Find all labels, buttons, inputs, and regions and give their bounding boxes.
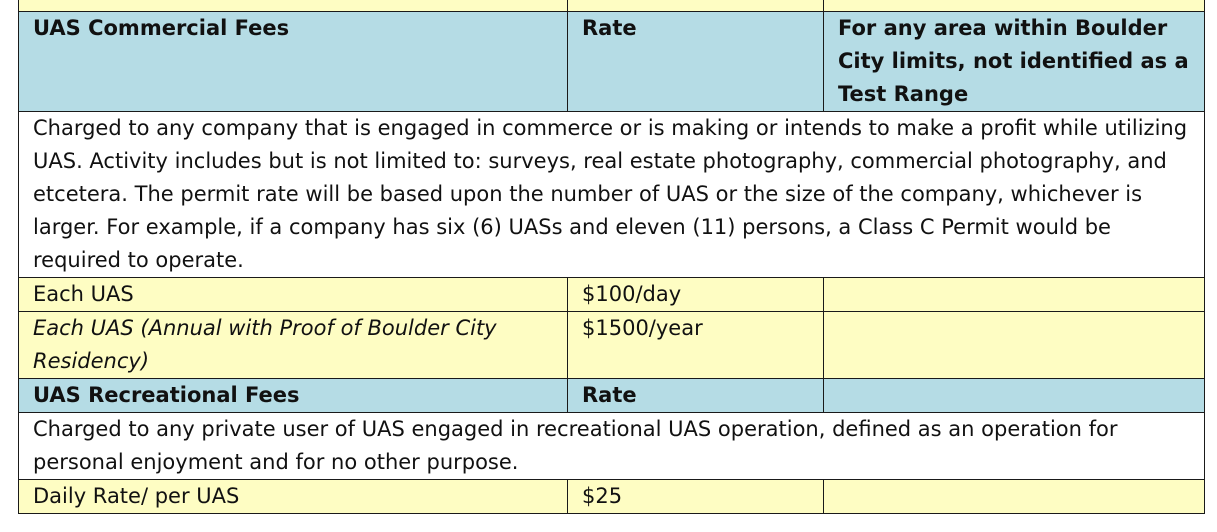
table-row: [19, 480, 1205, 514]
cut-off-row: [19, 0, 1205, 12]
table-row: [19, 278, 1205, 312]
cut-off-cell: [19, 0, 568, 12]
fee-label: Each UAS: [19, 278, 568, 312]
cut-off-cell: [568, 0, 824, 12]
commercial-description-row: [19, 112, 1205, 278]
commercial-rate-heading: Rate: [568, 12, 824, 112]
fee-table: [18, 0, 1205, 514]
table-row: [19, 312, 1205, 379]
commercial-fees-heading: UAS Commercial Fees: [19, 12, 568, 112]
recreational-header-row: [19, 379, 1205, 413]
fee-label: Each UAS (Annual with Proof of Boulder City Residency): [19, 312, 568, 379]
commercial-header-row: [19, 12, 1205, 112]
fee-area-cell: [824, 278, 1205, 312]
fee-rate: $25: [568, 480, 824, 514]
fee-area-cell: [824, 312, 1205, 379]
fee-rate: $100/day: [568, 278, 824, 312]
fee-rate: $1500/year: [568, 312, 824, 379]
fee-label: Daily Rate/ per UAS: [19, 480, 568, 514]
cut-off-cell: [824, 0, 1205, 12]
fee-area-cell: [824, 480, 1205, 514]
recreational-rate-heading: Rate: [568, 379, 824, 413]
recreational-description: Charged to any private user of UAS engaged in recreational UAS operation, defined as an operation for personal enjoyment and for no other purpose.: [19, 413, 1205, 480]
commercial-area-heading: For any area within Boulder City limits, not identified as a Test Range: [824, 12, 1205, 112]
commercial-description: Charged to any company that is engaged in commerce or is making or intends to make a profit while utilizing UAS. Activity includes but is not limited to: surveys, real estate photography, commercial photography, and etcetera. The permit rate will be based upon the number of UAS or the size of the company, whichever is larger. For example, if a company has six (6) UASs and eleven (11) persons, a Class C Permit would be required to operate.: [19, 112, 1205, 278]
recreational-fees-heading: UAS Recreational Fees: [19, 379, 568, 413]
recreational-description-row: [19, 413, 1205, 480]
recreational-area-heading: [824, 379, 1205, 413]
